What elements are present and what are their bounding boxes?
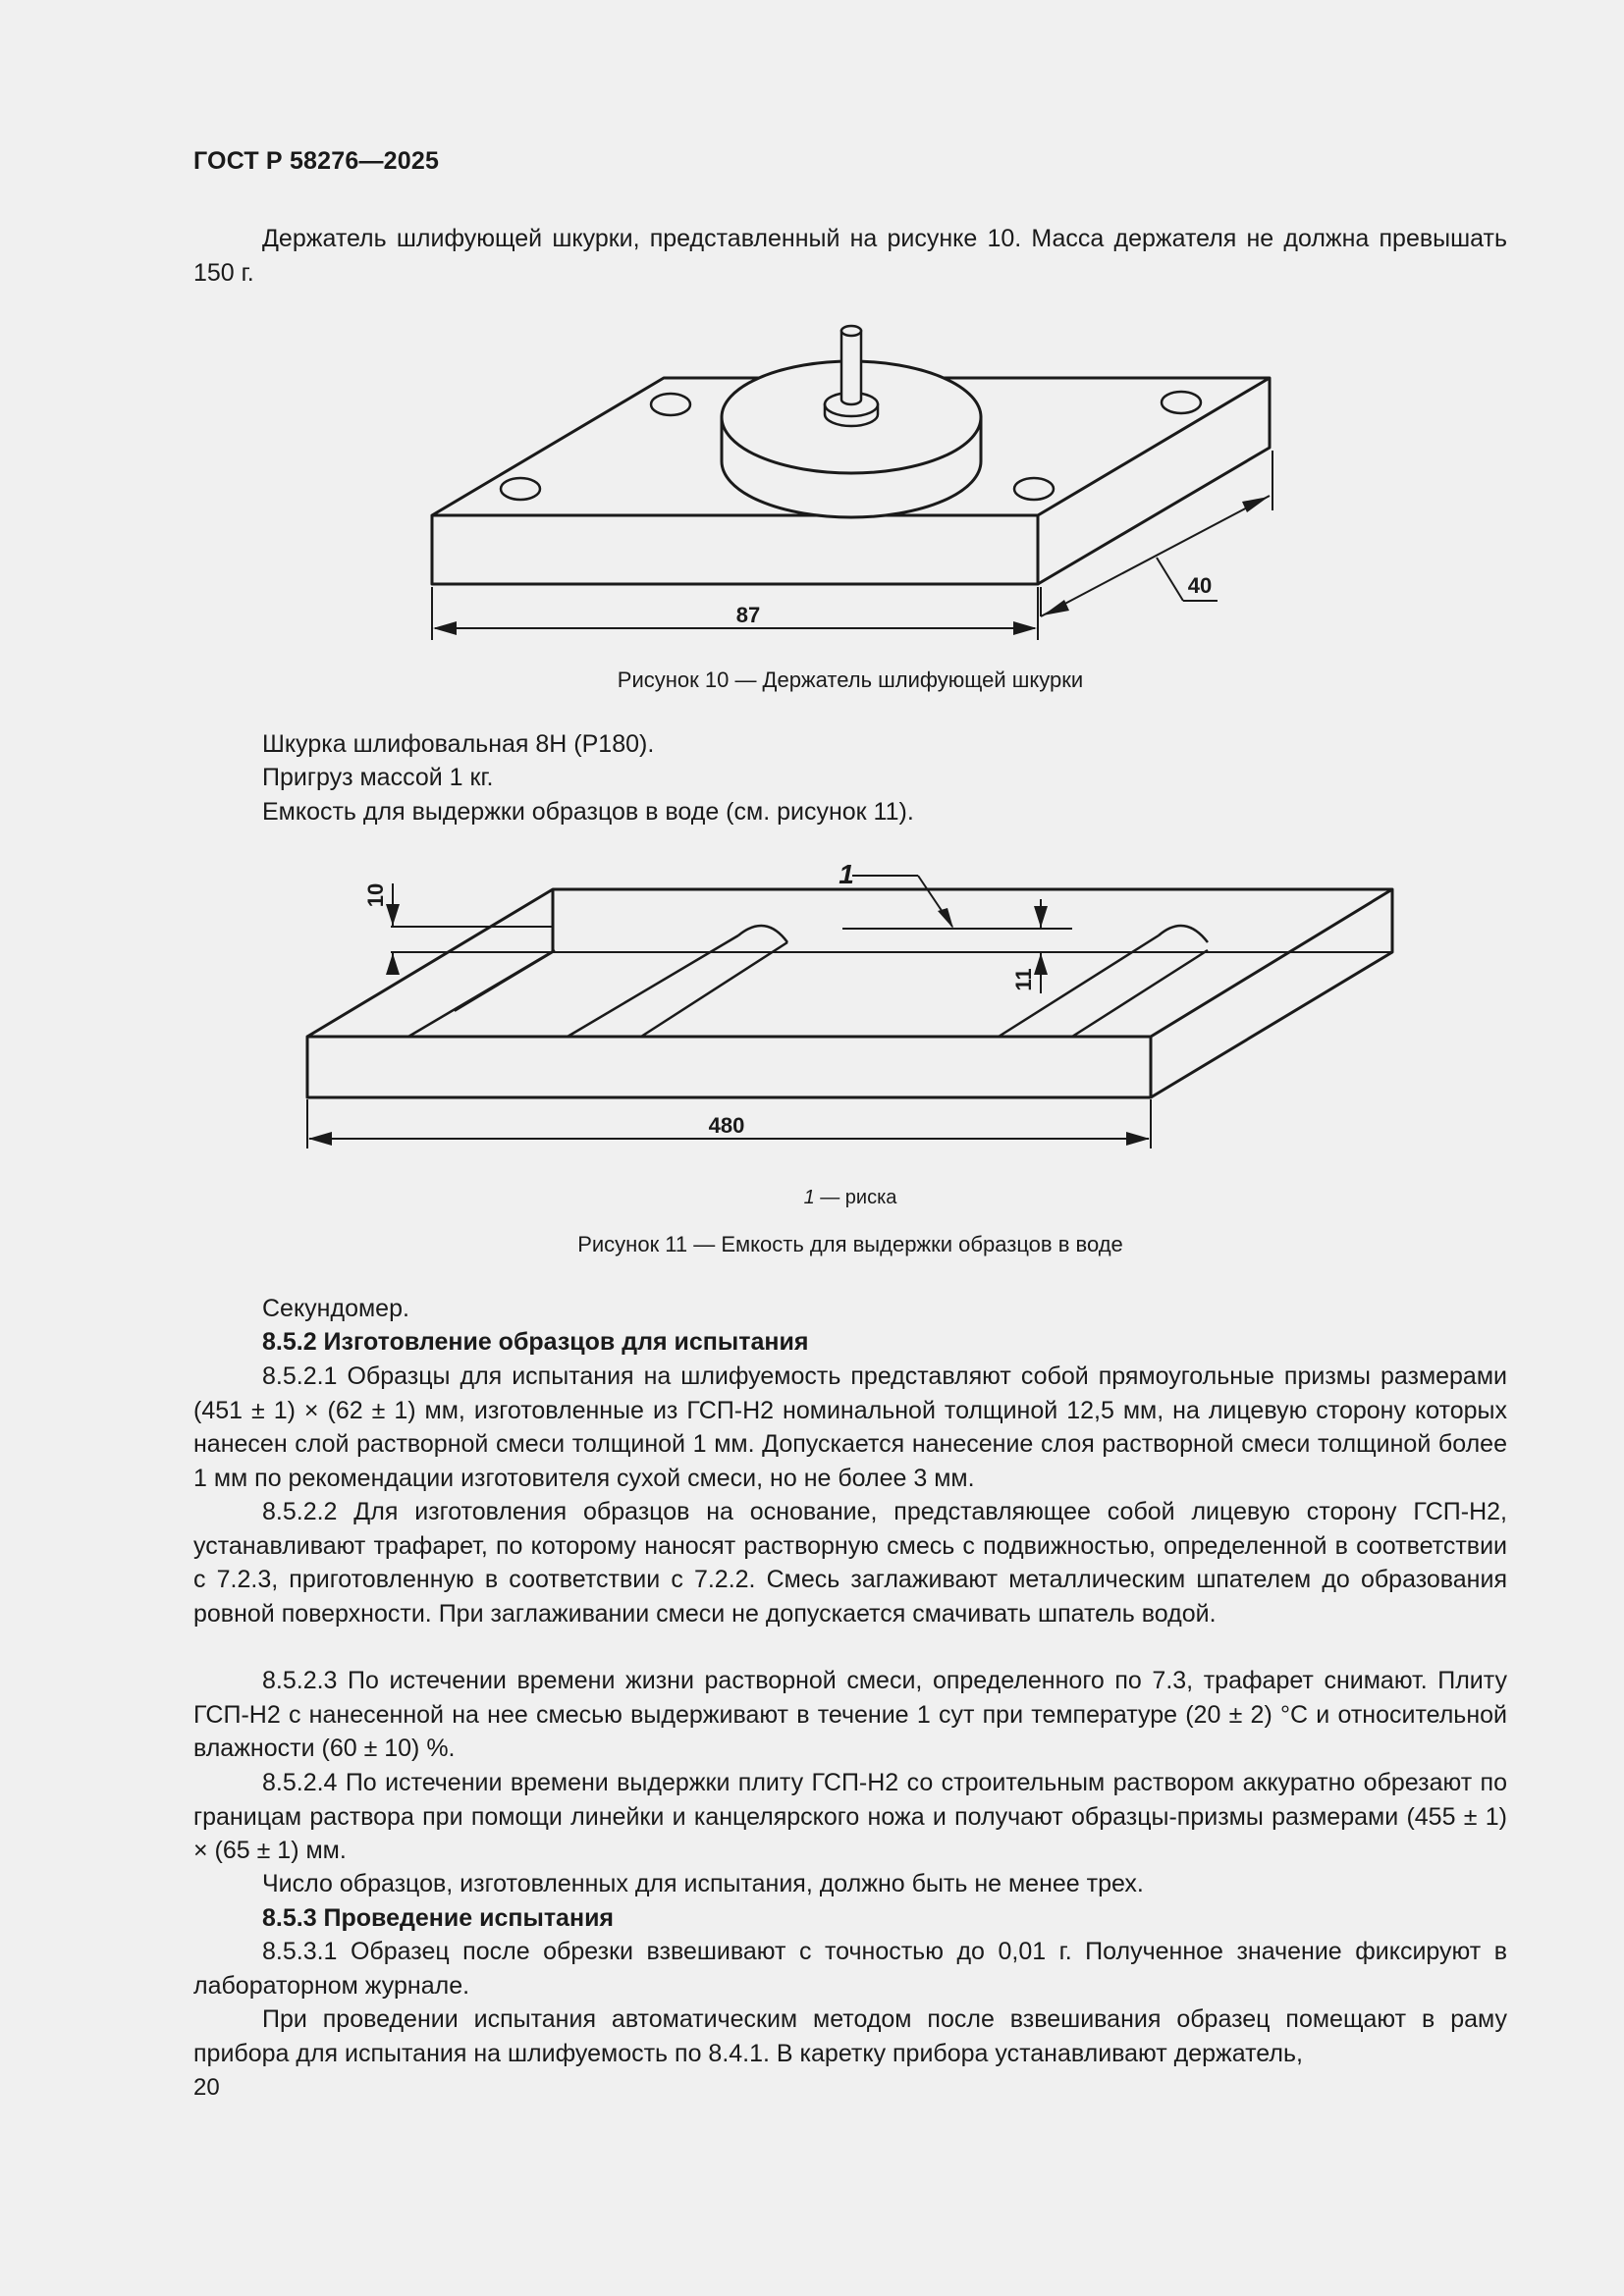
legend-text: — риска bbox=[814, 1187, 897, 1208]
figure-10-caption: Рисунок 10 — Держатель шлифующей шкурки bbox=[617, 667, 1084, 692]
legend-number: 1 bbox=[803, 1187, 815, 1208]
paragraph-8-5-2-2: 8.5.2.2 Для изготовления образцов на основание, представляющее собой лицевую сторону ГСП-Н2, устанавливают трафарет, по которому наносят растворную смесь с подвижностью, определенной в соответствии с 7.2.3, приготовленную в соответствии с 7.2.2. Смесь заглаживают металлическим шпателем до образования ровной поверхности. При заглаживании смеси не допускается смачивать шпатель водой. bbox=[193, 1498, 1507, 1628]
fig11-callout-number: 1 bbox=[839, 859, 854, 889]
heading-8-5-3: 8.5.3 Проведение испытания bbox=[262, 1904, 615, 1932]
fig11-dimension-length: 480 bbox=[708, 1113, 745, 1138]
paragraph-8-5-2-3: 8.5.2.3 По истечении времени жизни растворной смеси, определенного по 7.3, трафарет снимают. Плиту ГСП-Н2 с нанесенной на нее смесью выдерживают в течение 1 сут при температуре (20 ± 2) °С и относительной влажности (60 ± 10) %. bbox=[193, 1667, 1507, 1762]
stopwatch-item: Секундомер. bbox=[262, 1295, 409, 1322]
figure-11-caption: Рисунок 11 — Емкость для выдержки образцов в воде bbox=[577, 1232, 1123, 1256]
document-header: ГОСТ Р 58276—2025 bbox=[193, 147, 440, 175]
intro-paragraph: Держатель шлифующей шкурки, представленный на рисунке 10. Масса держателя не должна превышать 150 г. bbox=[193, 225, 1507, 287]
fig10-dimension-width: 40 bbox=[1187, 573, 1213, 598]
paragraph-sample-count: Число образцов, изготовленных для испытания, должно быть не менее трех. bbox=[262, 1870, 1144, 1897]
list-item-container: Емкость для выдержки образцов в воде (см. рисунок 11). bbox=[262, 798, 914, 826]
list-item-sandpaper: Шкурка шлифовальная 8Н (Р180). bbox=[262, 730, 655, 758]
heading-8-5-2: 8.5.2 Изготовление образцов для испытания bbox=[262, 1328, 809, 1356]
figure-10-sanding-holder-drawing bbox=[0, 0, 1624, 667]
page-number: 20 bbox=[193, 2074, 220, 2101]
fig10-dimension-length: 87 bbox=[735, 603, 761, 627]
fig11-dimension-depth: 10 bbox=[363, 882, 388, 908]
list-item-weight: Пригруз массой 1 кг. bbox=[262, 764, 494, 791]
fig11-dimension-mark: 11 bbox=[1011, 968, 1036, 991]
paragraph-8-5-3-1: 8.5.3.1 Образец после обрезки взвешивают с точностью до 0,01 г. Полученное значение фиксируют в лабораторном журнале. bbox=[193, 1938, 1507, 2000]
figure-11-legend bbox=[193, 1187, 1507, 1209]
paragraph-8-5-2-4: 8.5.2.4 По истечении времени выдержки плиту ГСП-Н2 со строительным раствором аккуратно обрезают по границам раствора при помощи линейки и канцелярского ножа и получают образцы-призмы размерами (455 ± 1) × (65 ± 1) мм. bbox=[193, 1769, 1507, 1864]
figure-11-water-container-drawing bbox=[0, 844, 1624, 1168]
paragraph-8-5-2-1: 8.5.2.1 Образцы для испытания на шлифуемость представляют собой прямоугольные призмы размерами (451 ± 1) × (62 ± 1) мм, изготовленные из ГСП-Н2 номинальной толщиной 12,5 мм, на лицевую сторону которых нанесен слой растворной смеси толщиной 1 мм. Допускается нанесение слоя растворной смеси толщиной более 1 мм по рекомендации изготовителя сухой смеси, но не более 3 мм. bbox=[193, 1362, 1507, 1492]
paragraph-automatic-method: При проведении испытания автоматическим методом после взвешивания образец помещают в раму прибора для испытания на шлифуемость по 8.4.1. В каретку прибора устанавливают держатель, bbox=[193, 2005, 1507, 2067]
